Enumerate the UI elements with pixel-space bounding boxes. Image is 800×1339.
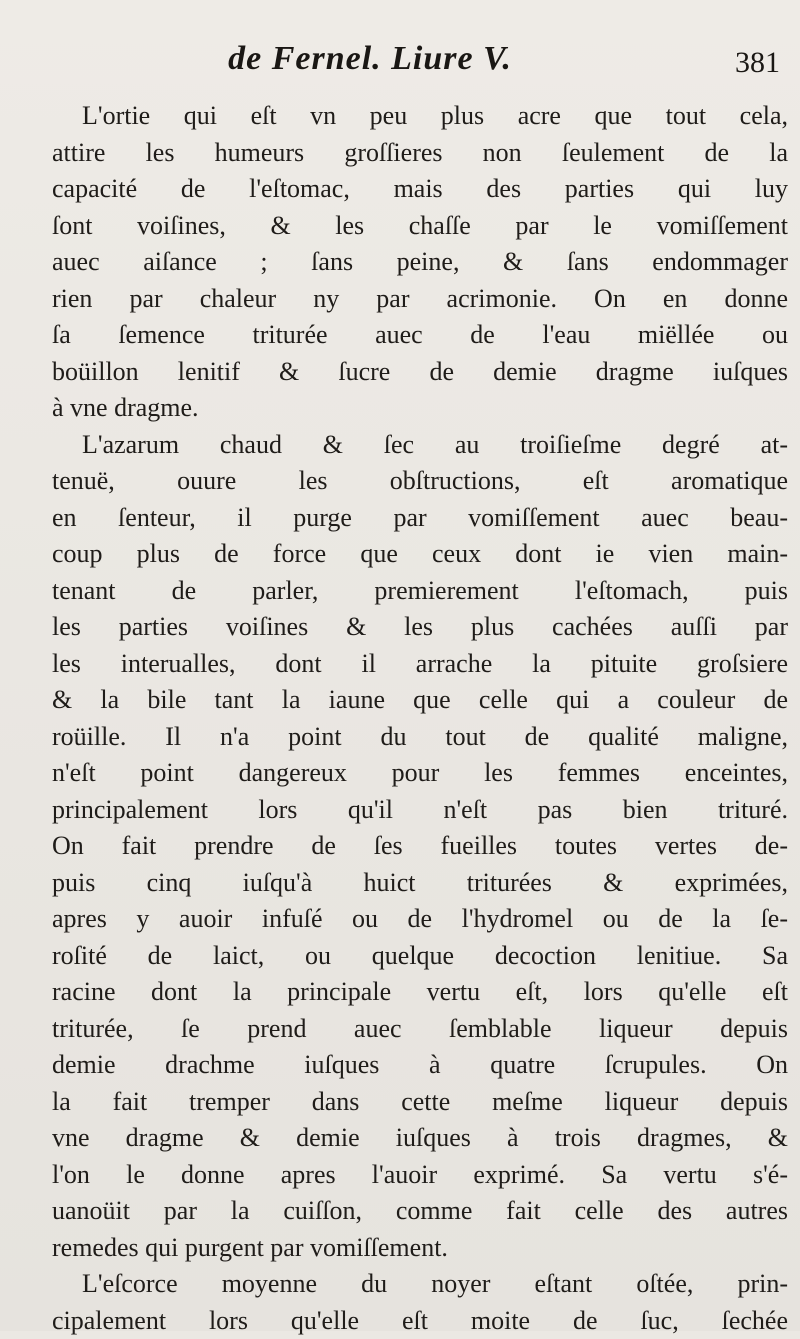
text-line: principalement lors qu'il n'eſt pas bien trituré.: [52, 792, 788, 829]
text-line: ſont voiſines, & les chaſſe par le vomiſſement: [52, 208, 788, 245]
page-header: [0, 40, 800, 90]
text-line: les interualles, dont il arrache la pituite groſsiere: [52, 646, 788, 683]
text-line: tenuë, ouure les obſtructions, eſt aromatique: [52, 463, 788, 500]
text-line: On fait prendre de ſes fueilles toutes vertes de-: [52, 828, 788, 865]
text-line: les parties voiſines & les plus cachées auſſi par: [52, 609, 788, 646]
running-title: de Fernel. Liure V.: [150, 40, 590, 78]
text-line: triturée, ſe prend auec ſemblable liqueur depuis: [52, 1011, 788, 1048]
text-line: L'eſcorce moyenne du noyer eſtant oſtée, prin-: [52, 1266, 788, 1303]
text-line: n'eſt point dangereux pour les femmes enceintes,: [52, 755, 788, 792]
text-line: & la bile tant la iaune que celle qui a couleur de: [52, 682, 788, 719]
text-line: boüillon lenitif & ſucre de demie dragme iuſques: [52, 354, 788, 391]
text-line: vne dragme & demie iuſques à trois dragmes, &: [52, 1120, 788, 1157]
text-line: ſa ſemence triturée auec de l'eau miëllée ou: [52, 317, 788, 354]
text-line: auec aiſance ; ſans peine, & ſans endommager: [52, 244, 788, 281]
text-line: l'on le donne apres l'auoir exprimé. Sa vertu s'é-: [52, 1157, 788, 1194]
text-line: roüille. Il n'a point du tout de qualité maligne,: [52, 719, 788, 756]
text-line: à vne dragme.: [52, 390, 788, 427]
text-line: puis cinq iuſqu'à huict triturées & exprimées,: [52, 865, 788, 902]
body-text: [52, 98, 788, 1339]
text-line: remedes qui purgent par vomiſſement.: [52, 1230, 788, 1267]
page-number: 381: [730, 46, 780, 80]
text-line: coup plus de force que ceux dont ie vien main-: [52, 536, 788, 573]
text-line: uanoüit par la cuiſſon, comme fait celle des autres: [52, 1193, 788, 1230]
text-line: en ſenteur, il purge par vomiſſement auec beau-: [52, 500, 788, 537]
text-line: attire les humeurs groſſieres non ſeulement de la: [52, 135, 788, 172]
text-line: L'azarum chaud & ſec au troiſieſme degré at-: [52, 427, 788, 464]
text-line: rien par chaleur ny par acrimonie. On en donne: [52, 281, 788, 318]
text-line: capacité de l'eſtomac, mais des parties qui luy: [52, 171, 788, 208]
text-line: roſité de laict, ou quelque decoction lenitiue. Sa: [52, 938, 788, 975]
text-line: L'ortie qui eſt vn peu plus acre que tout cela,: [52, 98, 788, 135]
text-line: apres y auoir infuſé ou de l'hydromel ou de la ſe-: [52, 901, 788, 938]
text-line: racine dont la principale vertu eſt, lors qu'elle eſt: [52, 974, 788, 1011]
text-line: demie drachme iuſques à quatre ſcrupules. On: [52, 1047, 788, 1084]
text-line: tenant de parler, premierement l'eſtomach, puis: [52, 573, 788, 610]
text-line: la fait tremper dans cette meſme liqueur depuis: [52, 1084, 788, 1121]
text-line: cipalement lors qu'elle eſt moite de ſuc, ſechée: [52, 1303, 788, 1339]
